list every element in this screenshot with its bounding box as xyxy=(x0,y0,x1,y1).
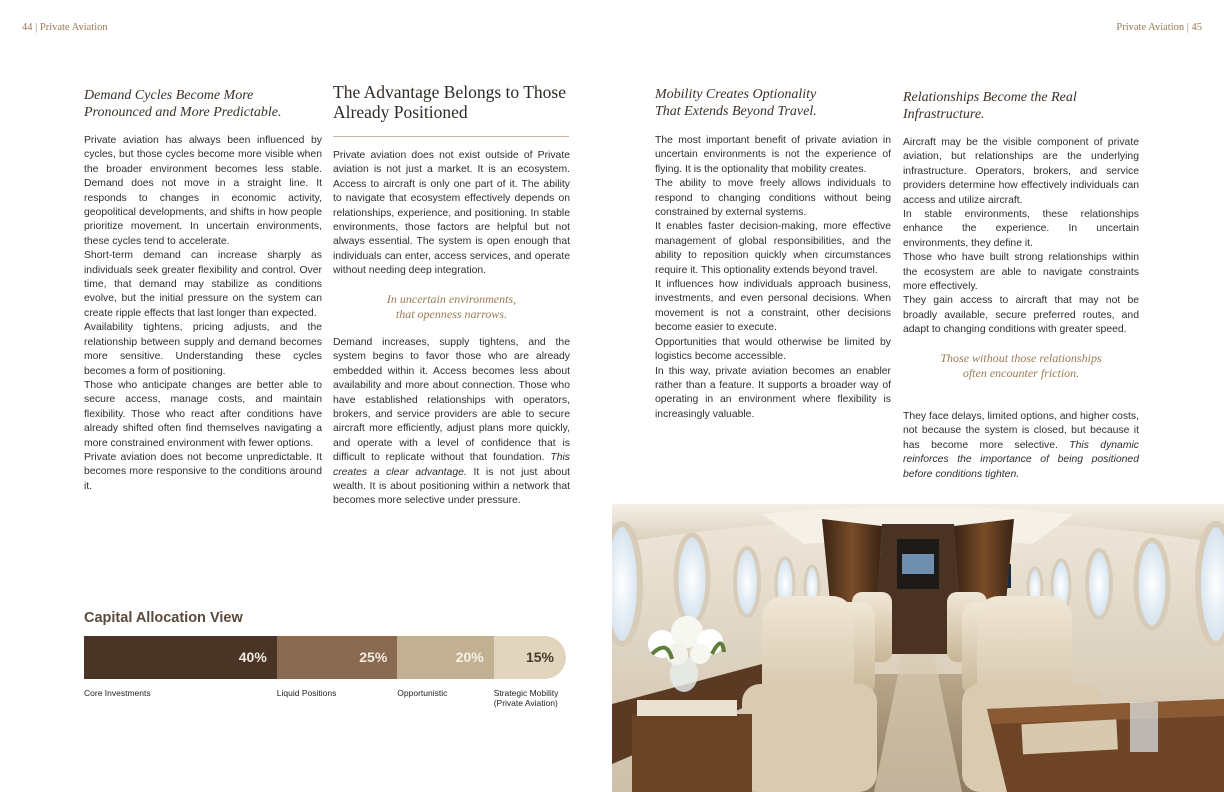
column-1-body xyxy=(84,134,322,494)
pull-quote-friction xyxy=(903,351,1139,381)
column-3-paragraph: The ability to move freely allows individuals to respond to changing conditions without being constrained by external systems. xyxy=(655,178,891,219)
heading-line: That Extends Beyond Travel. xyxy=(655,104,817,119)
column-3-paragraph: It enables faster decision-making, more effective management of global responsibilities, and the ability to reposition quickly when circumstances require it. This optionality extends beyond travel. xyxy=(655,221,891,276)
column-3-body xyxy=(655,134,891,422)
column-2-paragraph xyxy=(333,336,570,509)
heading-divider xyxy=(333,136,569,137)
column-4-body xyxy=(903,136,1139,338)
pull-quote-line: In uncertain environments, xyxy=(386,292,517,306)
emphasis-text: This dynamic reinforces the importance of being positioned before conditions tighten. xyxy=(903,439,1139,480)
page-folio-right: Private Aviation | 45 xyxy=(1116,22,1202,33)
jet-cabin-photo xyxy=(612,504,1224,792)
column-3-paragraph: Opportunities that would otherwise be limited by logistics become accessible. xyxy=(655,336,891,363)
category-label-line: Core Investments xyxy=(84,688,151,698)
column-1-paragraph: Short-term demand can increase sharply as individuals seek greater flexibility and control. Over time, that demand may stabilize as conditions evolve, but the initial pressure on the system can create ripple effects that last longer than expected. xyxy=(84,250,322,319)
bar-segment xyxy=(397,636,493,679)
column-3-paragraph: In this way, private aviation becomes an enabler rather than a feature. It supports a broader way of operating in an environment where flexibility is increasingly valuable. xyxy=(655,365,891,420)
column-4-paragraph: Aircraft may be the visible component of private aviation, but relationships are the underlying infrastructure. Operators, brokers, and service providers determine how effectively individuals can access and utilize aircraft. xyxy=(903,137,1139,206)
column-4-paragraph: In stable environments, these relationships enhance the experience. In uncertain environments, they define it. xyxy=(903,209,1139,249)
column-3-heading xyxy=(655,86,895,120)
column-4-paragraph: Those who have built strong relationships within the ecosystem are able to navigate constraints more effectively. xyxy=(903,252,1139,293)
bar-segment xyxy=(277,636,398,679)
pull-quote-openness xyxy=(333,292,570,322)
bar-value-label: 20% xyxy=(455,649,484,665)
category-label xyxy=(277,688,337,698)
bar-segment xyxy=(494,636,566,679)
column-4-paragraph xyxy=(903,410,1139,482)
column-3-paragraph: It influences how individuals approach business, investments, and even personal decisions. When movement is not a constraint, other decisions become easier to execute. xyxy=(655,279,891,334)
heading-line: Infrastructure. xyxy=(903,107,985,122)
pull-quote-line: Those without those relationships xyxy=(940,351,1102,365)
page-folio-left: 44 | Private Aviation xyxy=(22,22,108,33)
column-1-paragraph: Those who anticipate changes are better able to secure access, manage costs, and maintain flexibility. Those who react after conditions have already shifted often find themselves navigating a more constrained environment with fewer options. xyxy=(84,379,322,449)
column-3-paragraph: The most important benefit of private aviation in uncertain environments is not the experience of flying. It is the optionality that mobility creates. xyxy=(655,135,891,175)
body-text: Demand increases, supply tightens, and the system begins to favor those who are already embedded within it. Access becomes less about availability and more about connection. Those who have established relationships with operators, brokers, and service providers are able to secure aircraft more efficiently, adjust plans more quickly, and operate with a level of confidence that is difficult to replicate without that foundation. xyxy=(333,337,570,464)
column-1-paragraph: Availability tightens, pricing adjusts, and the relationship between supply and demand becomes more sensitive. Understanding these cycles becomes a form of positioning. xyxy=(84,322,322,377)
category-label-line: (Private Aviation) xyxy=(493,698,558,708)
column-2-heading: The Advantage Belongs to Those Already Positioned xyxy=(333,82,566,122)
bar-value-label: 15% xyxy=(525,649,554,665)
bar-value-label: 40% xyxy=(238,649,267,665)
pull-quote-line: often encounter friction. xyxy=(962,366,1080,380)
stacked-bar xyxy=(84,636,566,679)
column-1-paragraph: Private aviation has always been influenced by cycles, but those cycles become more visible when the broader environment becomes less stable. Demand does not move in a straight line. It responds to changes in economic activity, geopolitical developments, and shifts in how people prioritize movement. In uncertain environments, these cycles tend to accelerate. xyxy=(84,135,322,247)
category-label xyxy=(84,688,151,698)
category-label-line: Opportunistic xyxy=(397,688,448,698)
bar-segment xyxy=(84,636,277,679)
category-label xyxy=(397,688,447,698)
category-label-line: Strategic Mobility xyxy=(493,688,559,698)
emphasis-text: This creates a clear advantage. xyxy=(333,452,570,478)
column-2-body xyxy=(333,149,570,279)
category-label-line: Liquid Positions xyxy=(276,688,337,698)
pull-quote-line: that openness narrows. xyxy=(395,307,508,321)
column-2-paragraph: Private aviation does not exist outside of Private aviation is not just a market. It is an ecosystem. Access to aircraft is only one part of it. The ability to navigate that ecosystem effectively depends on relationships, experience, and positioning. In stable environments, those factors are helpful but not always essential. The system is open enough that individuals can enter, access services, and operate without needing deep integration. xyxy=(333,150,570,277)
column-4-heading xyxy=(903,89,1143,123)
column-1-heading: Demand Cycles Become More Pronounced and More Predictable. xyxy=(84,88,282,120)
heading-line: Mobility Creates Optionality xyxy=(655,87,817,102)
column-1-paragraph: Private aviation does not become unpredictable. It becomes more responsive to the conditions around it. xyxy=(84,451,322,492)
category-label xyxy=(494,688,559,708)
bar-value-label: 25% xyxy=(359,649,388,665)
column-4-paragraph: They gain access to aircraft that may not be broadly available, secure preferred routes, and adapt to changing conditions with greater speed. xyxy=(903,295,1139,336)
body-text: It is not just about wealth. It is about positioning within a network that becomes more selective under pressure. xyxy=(333,466,571,507)
column-4-body-continued xyxy=(903,410,1139,482)
heading-line: Relationships Become the Real xyxy=(903,90,1077,105)
chart-title: Capital Allocation View xyxy=(84,610,243,626)
cabin-illustration xyxy=(612,504,1224,792)
body-text: They face delays, limited options, and higher costs, not because the system is closed, but because it has become more selective. xyxy=(903,411,1139,451)
column-2-body-continued xyxy=(333,336,570,509)
